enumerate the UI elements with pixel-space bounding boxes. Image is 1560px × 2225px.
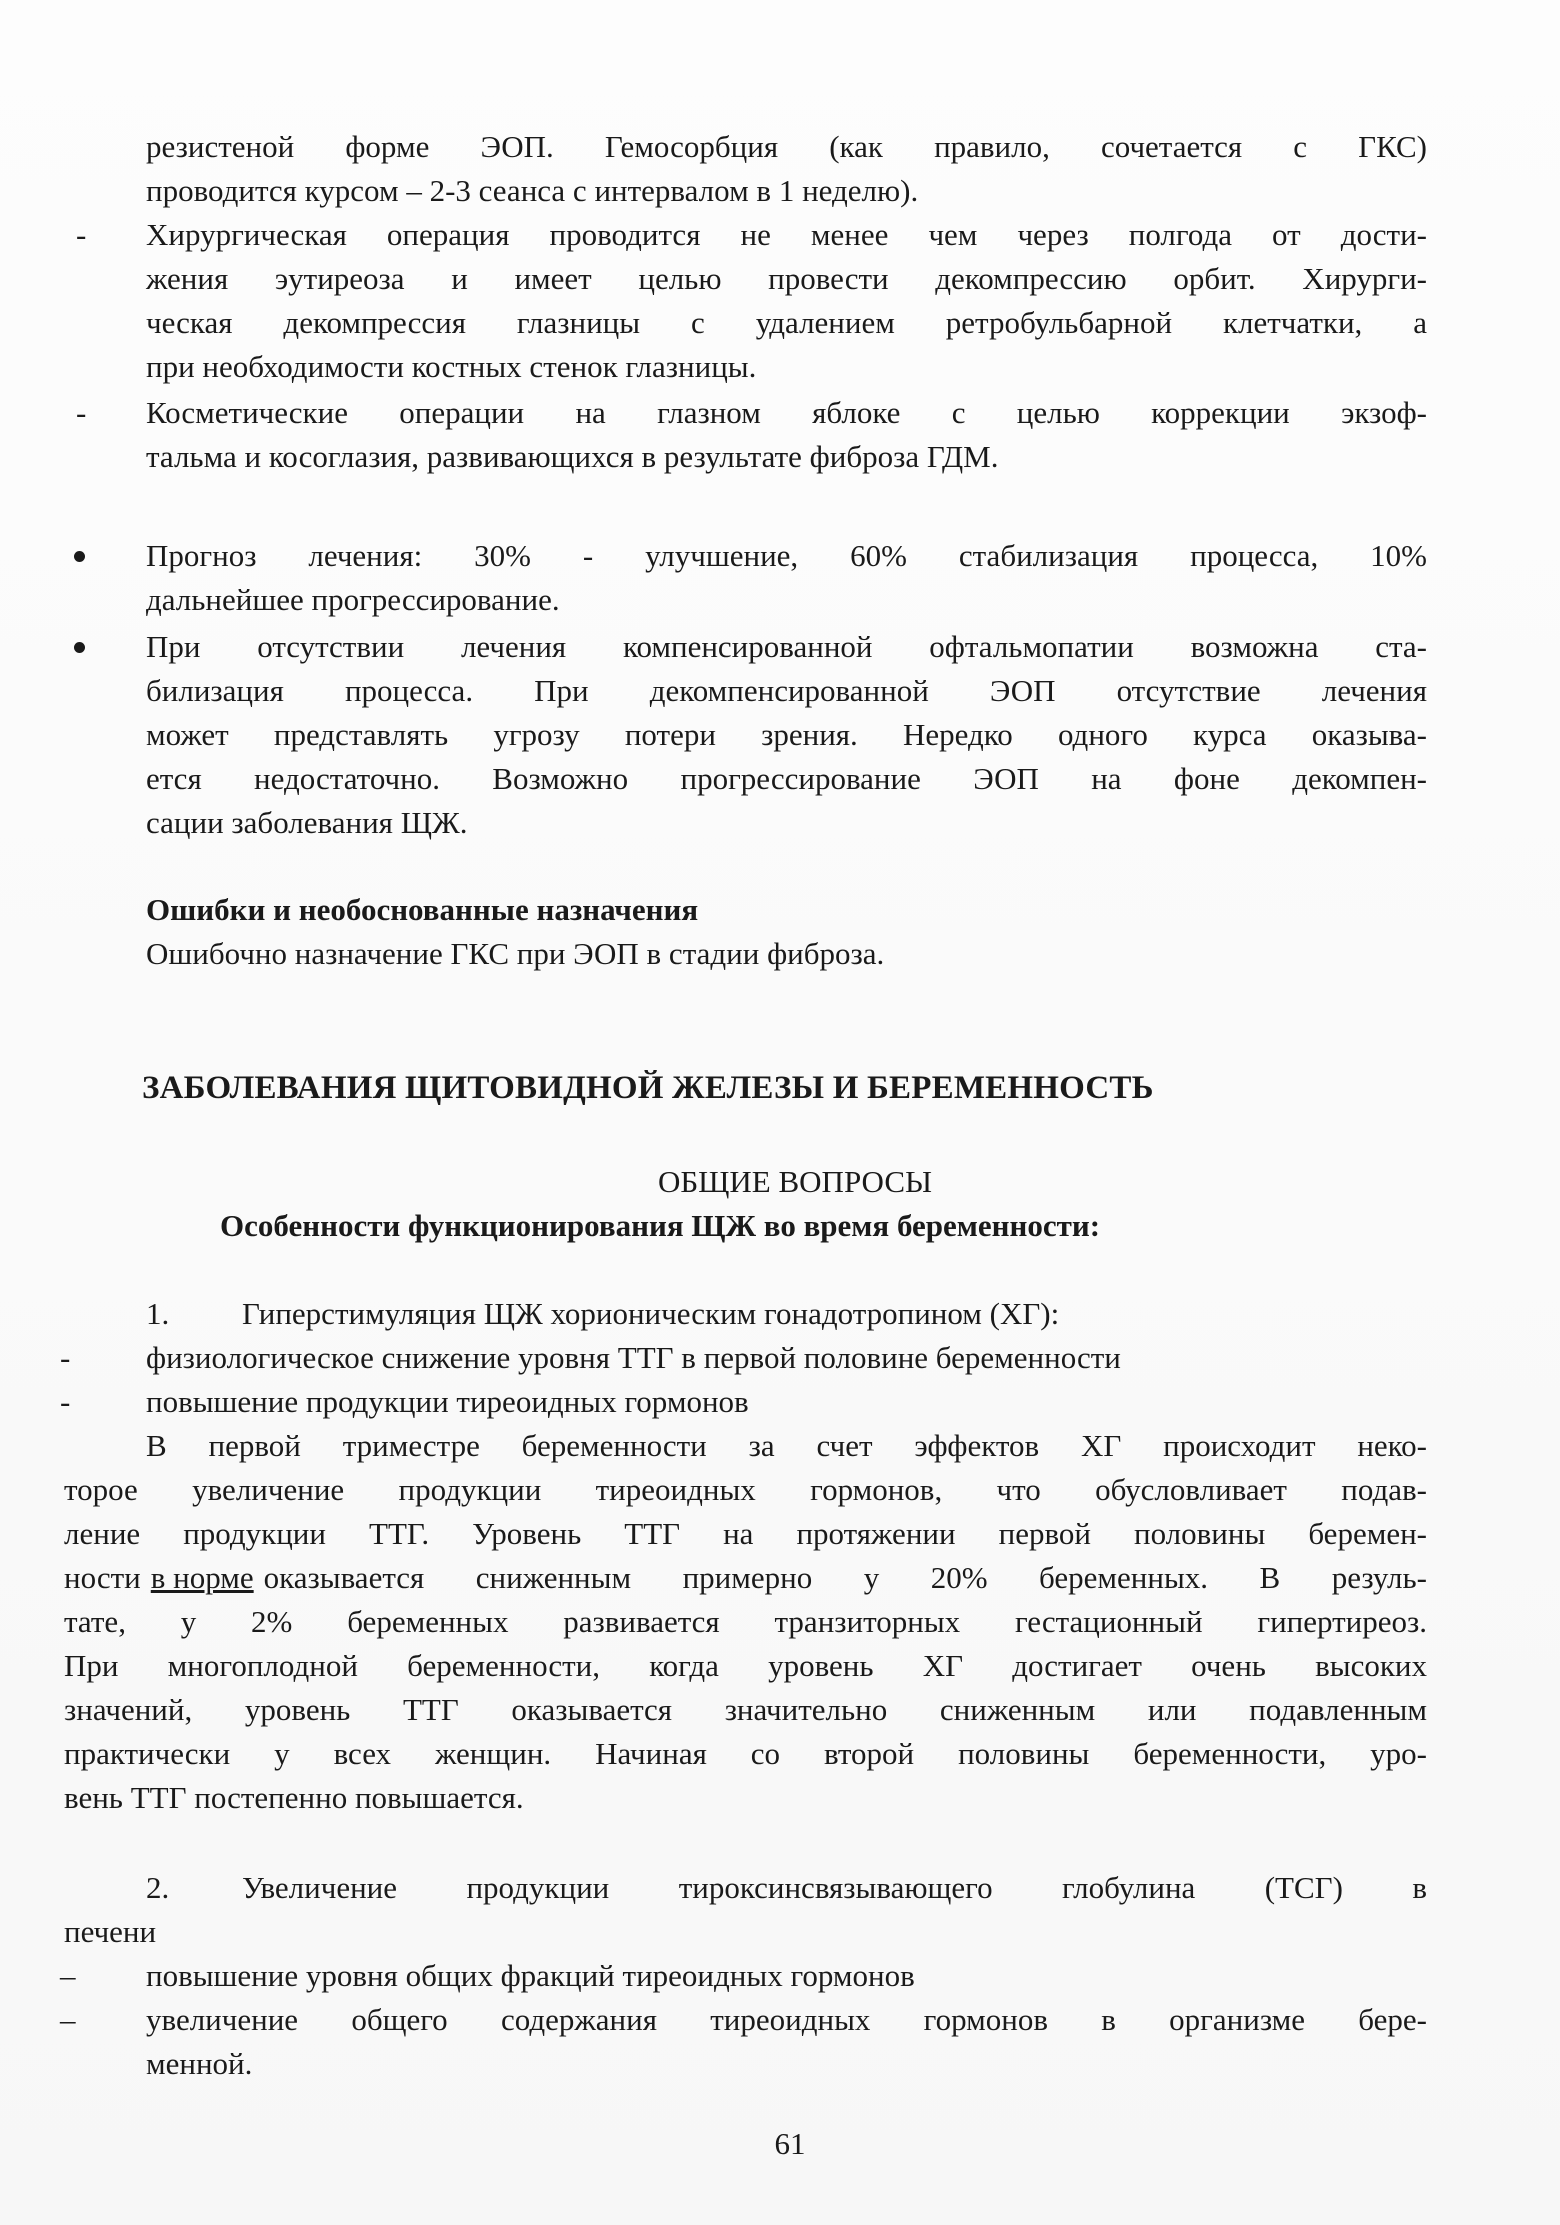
- dash-marker: –: [60, 2002, 76, 2037]
- text-line: сации заболевания ЩЖ.: [146, 805, 468, 840]
- text-line: жения эутиреоза и имеет целью провести декомпрессию орбит. Хирурги-: [146, 261, 1427, 296]
- text-line: При отсутствии лечения компенсированной офтальмопатии возможна ста-: [146, 629, 1427, 664]
- text-line: значений, уровень ТТГ оказывается значительно сниженным или подавленным: [64, 1692, 1427, 1727]
- bullet-icon: [74, 642, 85, 653]
- errors-text: Ошибочно назначение ГКС при ЭОП в стадии фиброза.: [146, 936, 885, 971]
- underlined-text: в норме: [150, 1560, 254, 1595]
- text-line: ление продукции ТТГ. Уровень ТТГ на протяжении первой половины беремен-: [64, 1516, 1427, 1551]
- text-line: менной.: [146, 2046, 253, 2081]
- text-fragment: ности: [64, 1560, 141, 1595]
- text-line: тате, у 2% беременных развивается транзиторных гестационный гипертиреоз.: [64, 1604, 1427, 1639]
- text-line: В первой триместре беременности за счет эффектов ХГ происходит неко-: [146, 1428, 1427, 1463]
- item-title: печени: [64, 1914, 157, 1949]
- page-number: 61: [774, 2126, 806, 2161]
- subsection-subtitle: Особенности функционирования ЩЖ во время беременности:: [220, 1208, 1101, 1243]
- text-line: билизация процесса. При декомпенсированной ЭОП отсутствие лечения: [146, 673, 1427, 708]
- text-fragment: оказывается сниженным примерно у 20% беременных. В резуль-: [263, 1560, 1427, 1595]
- text-line: При многоплодной беременности, когда уровень ХГ достигает очень высоких: [64, 1648, 1427, 1683]
- dash-marker: -: [60, 1340, 71, 1375]
- item-title: Гиперстимуляция ЩЖ хорионическим гонадотропином (ХГ):: [242, 1296, 1060, 1331]
- item-number: 1.: [146, 1296, 170, 1331]
- text-line: дальнейшее прогрессирование.: [146, 582, 560, 617]
- dash-marker: -: [76, 217, 87, 252]
- text-line: физиологическое снижение уровня ТТГ в первой половине беременности: [146, 1340, 1121, 1375]
- dash-marker: -: [76, 395, 87, 430]
- text-line: практически у всех женщин. Начиная со второй половины беременности, уро-: [64, 1736, 1427, 1771]
- text-line: Прогноз лечения: 30% - улучшение, 60% стабилизация процесса, 10%: [146, 538, 1427, 573]
- text-line-with-underline: [64, 1556, 1427, 1600]
- item-number: 2.: [146, 1870, 170, 1905]
- text-line: тальма и косоглазия, развивающихся в результате фиброза ГДМ.: [146, 439, 999, 474]
- text-line: торое увеличение продукции тиреоидных гормонов, что обусловливает подав-: [64, 1472, 1427, 1507]
- dash-marker: –: [60, 1958, 76, 1993]
- text-line: ется недостаточно. Возможно прогрессирование ЭОП на фоне декомпен-: [146, 761, 1427, 796]
- text-line: Хирургическая операция проводится не менее чем через полгода от дости-: [146, 217, 1427, 252]
- dash-marker: -: [60, 1384, 71, 1419]
- subsection-title: ОБЩИЕ ВОПРОСЫ: [657, 1164, 933, 1199]
- text-line: ческая декомпрессия глазницы с удалением ретробульбарной клетчатки, а: [146, 305, 1427, 340]
- text-line: при необходимости костных стенок глазницы.: [146, 349, 757, 384]
- bullet-icon: [74, 551, 85, 562]
- text-line: увеличение общего содержания тиреоидных гормонов в организме бере-: [146, 2002, 1427, 2037]
- text-line: может представлять угрозу потери зрения. Нередко одного курса оказыва-: [146, 717, 1427, 752]
- text-line: повышение уровня общих фракций тиреоидных гормонов: [146, 1958, 915, 1993]
- errors-heading: Ошибки и необоснованные назначения: [146, 892, 699, 927]
- text-line: повышение продукции тиреоидных гормонов: [146, 1384, 749, 1419]
- section-title: ЗАБОЛЕВАНИЯ ЩИТОВИДНОЙ ЖЕЛЕЗЫ И БЕРЕМЕННОСТЬ: [142, 1070, 1154, 1106]
- text-line: вень ТТГ постепенно повышается.: [64, 1780, 524, 1815]
- text-line: проводится курсом – 2-3 сеанса с интервалом в 1 неделю).: [146, 173, 919, 208]
- text-line: Косметические операции на глазном яблоке с целью коррекции экзоф-: [146, 395, 1427, 430]
- item-title: Увеличение продукции тироксинсвязывающего глобулина (ТСГ) в: [242, 1870, 1427, 1905]
- text-line: резистеной форме ЭОП. Гемосорбция (как правило, сочетается с ГКС): [146, 129, 1427, 164]
